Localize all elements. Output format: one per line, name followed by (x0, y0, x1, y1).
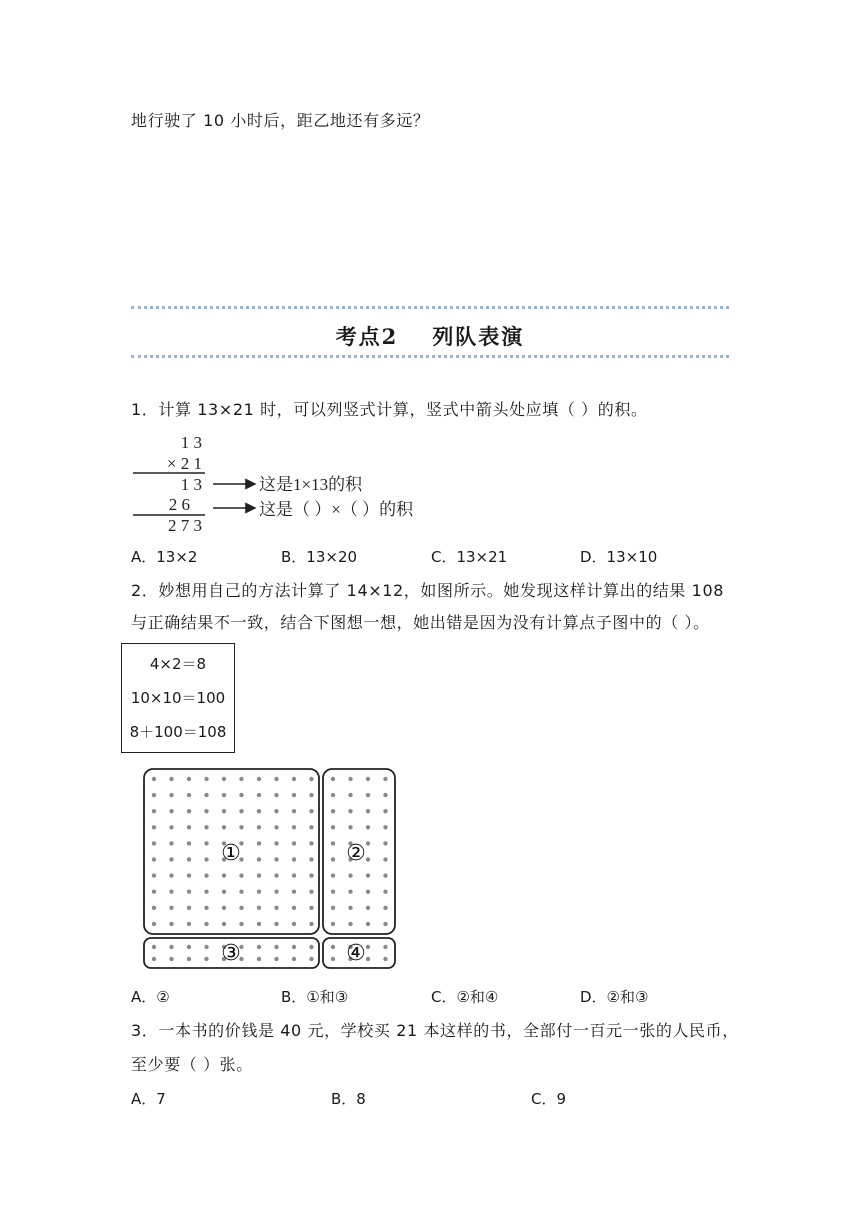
grid-dot (331, 825, 335, 829)
region-3-label: ③ (221, 941, 241, 966)
q3-stem-line-2: 至少要（ ）张。 (131, 1055, 253, 1074)
grid-dot (309, 906, 313, 910)
q3-option-a: A．7 (131, 1090, 166, 1108)
grid-dot (169, 793, 173, 797)
grid-dot (274, 809, 278, 813)
grid-dot (187, 922, 191, 926)
intro-line: 地行驶了 10 小时后，距乙地还有多远？ (131, 111, 430, 130)
grid-dot (257, 857, 261, 861)
q2-stem-line-2: 与正确结果不一致，结合下图想一想，她出错是因为没有计算点子图中的（ ）。 (131, 613, 710, 632)
calc-line-1: 4×2＝8 (149, 655, 207, 673)
grid-dot (187, 777, 191, 781)
grid-dot (292, 890, 296, 894)
grid-dot (274, 922, 278, 926)
product-result: 2 7 3 (168, 516, 202, 535)
grid-dot (383, 825, 387, 829)
grid-dot (169, 906, 173, 910)
grid-dot (331, 793, 335, 797)
grid-dot (187, 809, 191, 813)
section-heading (0, 321, 860, 351)
grid-dot (366, 777, 370, 781)
grid-dot (292, 957, 296, 961)
grid-dot (366, 922, 370, 926)
grid-dot (292, 777, 296, 781)
grid-dot (292, 873, 296, 877)
grid-dot (187, 857, 191, 861)
grid-dot (152, 809, 156, 813)
grid-dot (274, 890, 278, 894)
q1-option-a: A．13×2 (131, 548, 198, 566)
grid-dot (257, 825, 261, 829)
grid-dot (331, 777, 335, 781)
q1-option-c: C．13×21 (431, 548, 508, 566)
grid-dot (239, 825, 243, 829)
grid-dot (169, 945, 173, 949)
grid-dot (257, 873, 261, 877)
grid-dot (187, 841, 191, 845)
grid-dot (309, 922, 313, 926)
grid-dot (331, 906, 335, 910)
grid-dot (222, 922, 226, 926)
grid-dot (257, 945, 261, 949)
grid-dot (204, 841, 208, 845)
grid-dot (383, 957, 387, 961)
grid-dot (348, 873, 352, 877)
grid-dot (366, 873, 370, 877)
grid-dot (366, 857, 370, 861)
arrow-note-2: 这是（ ）×（ ）的积 (259, 500, 414, 519)
grid-dot (152, 922, 156, 926)
grid-dot (274, 777, 278, 781)
grid-dot (292, 945, 296, 949)
grid-dot (383, 873, 387, 877)
grid-dot (239, 906, 243, 910)
grid-dot (169, 841, 173, 845)
grid-dot (204, 890, 208, 894)
grid-dot (152, 957, 156, 961)
q2-option-a: A．② (131, 988, 170, 1006)
grid-dot (169, 809, 173, 813)
grid-dot (309, 873, 313, 877)
grid-dot (169, 957, 173, 961)
grid-dot (331, 873, 335, 877)
grid-dot (204, 945, 208, 949)
region-4-label: ④ (346, 941, 366, 966)
grid-dot (169, 873, 173, 877)
grid-dot (152, 793, 156, 797)
q1-option-b: B．13×20 (281, 548, 358, 566)
q2-dot-grid-diagram (140, 765, 402, 975)
calc-line-2: 10×10＝100 (130, 689, 226, 707)
grid-dot (187, 906, 191, 910)
grid-dot (169, 922, 173, 926)
grid-dot (257, 957, 261, 961)
grid-dot (348, 890, 352, 894)
grid-dot (366, 793, 370, 797)
grid-dot (222, 890, 226, 894)
section-top-rule (131, 306, 729, 309)
grid-dot (169, 777, 173, 781)
grid-dot (239, 890, 243, 894)
grid-dot (331, 957, 335, 961)
grid-dot (187, 873, 191, 877)
grid-dot (204, 957, 208, 961)
grid-dot (331, 841, 335, 845)
grid-dot (187, 957, 191, 961)
grid-dot (204, 777, 208, 781)
grid-dot (348, 825, 352, 829)
q1-stem: 1．计算 13×21 时，可以列竖式计算，竖式中箭头处应填（ ）的积。 (131, 400, 648, 419)
grid-dot (383, 777, 387, 781)
multiplicand: 1 3 (180, 433, 202, 452)
grid-dot (309, 890, 313, 894)
grid-dot (187, 793, 191, 797)
grid-dot (152, 890, 156, 894)
q2-option-b: B．①和③ (281, 988, 349, 1006)
grid-dot (274, 906, 278, 910)
grid-dot (257, 841, 261, 845)
grid-dot (366, 841, 370, 845)
partial-product-1: 1 3 (180, 475, 202, 494)
grid-dot (204, 857, 208, 861)
grid-dot (222, 793, 226, 797)
grid-dot (366, 906, 370, 910)
grid-dot (222, 777, 226, 781)
grid-dot (309, 793, 313, 797)
q2-calculation-box (121, 643, 235, 753)
grid-dot (274, 945, 278, 949)
grid-dot (383, 890, 387, 894)
grid-dot (331, 922, 335, 926)
q3-stem-line-1: 3．一本书的价钱是 40 元，学校买 21 本这样的书，全部付一百元一张的人民币， (131, 1021, 739, 1040)
grid-dot (239, 777, 243, 781)
grid-dot (152, 841, 156, 845)
grid-dot (383, 793, 387, 797)
grid-dot (204, 825, 208, 829)
q3-option-b: B．8 (331, 1090, 366, 1108)
grid-dot (366, 945, 370, 949)
grid-dot (152, 873, 156, 877)
grid-dot (309, 841, 313, 845)
grid-dot (292, 825, 296, 829)
grid-dot (222, 873, 226, 877)
grid-dot (292, 857, 296, 861)
grid-dot (239, 793, 243, 797)
grid-dot (348, 922, 352, 926)
grid-dot (383, 857, 387, 861)
q1-option-d: D．13×10 (580, 548, 658, 566)
grid-dot (187, 825, 191, 829)
grid-dot (274, 873, 278, 877)
grid-dot (257, 793, 261, 797)
grid-dot (348, 777, 352, 781)
grid-dot (222, 825, 226, 829)
grid-dot (292, 922, 296, 926)
multiplier: × 2 1 (166, 454, 202, 473)
q1-vertical-multiplication (125, 428, 465, 540)
grid-dot (309, 777, 313, 781)
partial-product-2: 2 6 (168, 495, 190, 514)
section-bottom-rule (131, 355, 729, 358)
grid-dot (187, 945, 191, 949)
grid-dot (187, 890, 191, 894)
grid-dot (257, 777, 261, 781)
grid-dot (292, 793, 296, 797)
q2-stem-line-1: 2．妙想用自己的方法计算了 14×12，如图所示。她发现这样计算出的结果 108 (131, 581, 725, 600)
grid-dot (331, 857, 335, 861)
region-1-label: ① (221, 841, 241, 866)
grid-dot (257, 906, 261, 910)
section-title: 列队表演 (432, 324, 525, 349)
grid-dot (383, 906, 387, 910)
grid-dot (274, 957, 278, 961)
grid-dot (348, 793, 352, 797)
q3-option-c: C．9 (531, 1090, 567, 1108)
grid-dot (152, 906, 156, 910)
grid-dot (257, 890, 261, 894)
grid-dot (239, 922, 243, 926)
grid-dot (348, 809, 352, 813)
grid-dot (239, 809, 243, 813)
grid-dot (331, 890, 335, 894)
q2-option-d: D．②和③ (580, 988, 649, 1006)
grid-dot (274, 841, 278, 845)
grid-dot (383, 809, 387, 813)
grid-dot (169, 890, 173, 894)
grid-dot (366, 957, 370, 961)
grid-dot (169, 857, 173, 861)
grid-dot (152, 825, 156, 829)
grid-dot (348, 906, 352, 910)
grid-dot (366, 825, 370, 829)
grid-dot (222, 809, 226, 813)
grid-dot (152, 777, 156, 781)
section-label: 考点2 (335, 324, 399, 349)
grid-dot (292, 841, 296, 845)
region-2-label: ② (346, 841, 366, 866)
grid-dot (274, 825, 278, 829)
grid-dot (152, 857, 156, 861)
grid-dot (222, 906, 226, 910)
grid-dot (292, 906, 296, 910)
grid-dot (309, 945, 313, 949)
grid-dot (309, 857, 313, 861)
grid-dot (366, 809, 370, 813)
grid-dot (204, 873, 208, 877)
grid-dot (152, 945, 156, 949)
grid-dot (257, 922, 261, 926)
grid-dot (366, 890, 370, 894)
grid-dot (204, 906, 208, 910)
grid-dot (292, 809, 296, 813)
grid-dot (239, 873, 243, 877)
grid-dot (383, 945, 387, 949)
grid-dot (309, 809, 313, 813)
grid-dot (204, 793, 208, 797)
grid-dot (204, 922, 208, 926)
grid-dot (274, 793, 278, 797)
arrow-note-1: 这是1×13的积 (259, 475, 363, 494)
grid-dot (383, 922, 387, 926)
calc-line-3: 8＋100＝108 (129, 723, 227, 741)
grid-dot (331, 945, 335, 949)
grid-dot (204, 809, 208, 813)
grid-dot (169, 825, 173, 829)
grid-dot (309, 825, 313, 829)
q2-option-c: C．②和④ (431, 988, 499, 1006)
grid-dot (383, 841, 387, 845)
grid-dot (331, 809, 335, 813)
grid-dot (257, 809, 261, 813)
grid-dot (274, 857, 278, 861)
grid-dot (309, 957, 313, 961)
